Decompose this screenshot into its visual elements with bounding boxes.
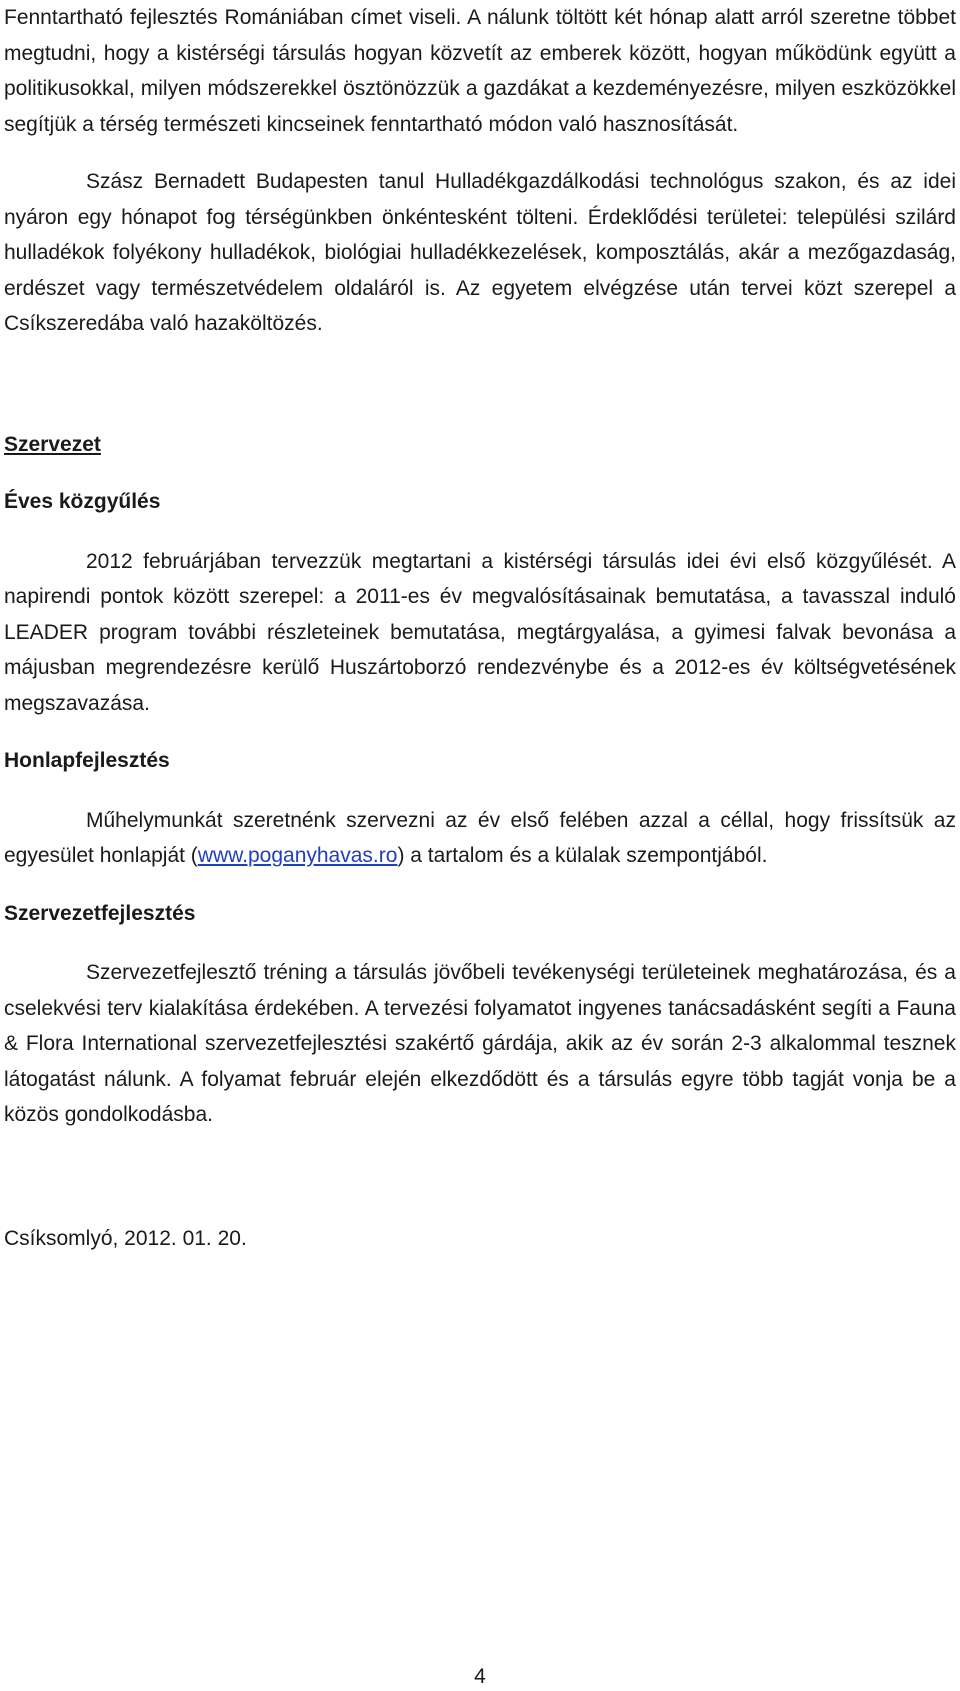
- intro-line-4: kezdeményezésre, milyen eszközökkel segítjük a térség természeti kincseinek fenntartható: [4, 77, 956, 136]
- org-development-heading: Szervezetfejlesztés: [4, 901, 196, 925]
- intro-paragraph: [4, 0, 956, 142]
- intro-line-3: hogyan működünk együtt a politikusokkal, milyen módszerekkel ösztönözzük a gazdákat a: [4, 41, 956, 100]
- volunteer-paragraph: Szász Bernadett Budapesten tanul Hulladékgazdálkodási technológus szakon, és az idei nyáron egy hónapot fog térségünkben önkéntesként tölteni. Érdeklődési területei: települési szilárd hulladékok folyékony hulladékok, biológiai hulladékkezelések, komposztálás, akár a mezőgazdaság, erdészet vagy természetvédelem oldaláról is. Az egyetem elvégzése után tervei közt szerepel a Csíkszeredába való hazaköltözés.: [4, 170, 956, 335]
- website-text-before: Műhelymunkát szeretnénk szervezni az év első felében azzal a céllal, hogy frissítsük az egyesület honlapját (: [4, 808, 956, 867]
- org-development-paragraph: Szervezetfejlesztő tréning a társulás jövőbeli tevékenységi területeinek meghatározása, és a cselekvési terv kialakítása érdekében. A tervezési folyamatot ingyenes tanácsadásként segíti a Fauna & Flora International szervezetfejlesztési szakértő gárdája, akik az év során 2-3 alkalommal tesznek látogatást nálunk. A folyamat február elején elkezdődött és a társulás egyre több tagját vonja be a közös gondolkodásba.: [4, 961, 956, 1126]
- place-date: Csíksomlyó, 2012. 01. 20.: [4, 1226, 247, 1250]
- annual-meeting-paragraph: 2012 februárjában tervezzük megtartani a kistérségi társulás idei évi első közgyűlését. A napirendi pontok között szerepel: a 2011-es év megvalósításainak bemutatása, a tavasszal induló LEADER program további részleteinek bemutatása, megtárgyalása, a gyimesi falvak bevonása a májusban megrendezésre kerülő Huszártoborzó rendezvénybe és a 2012-es év költségvetésének megszavazása.: [4, 549, 956, 715]
- document-page: [4, 0, 956, 1256]
- intro-line-1: Fenntartható fejlesztés Romániában címet viseli. A nálunk töltött két hónap alatt arról: [4, 6, 804, 29]
- annual-meeting-heading: Éves közgyűlés: [4, 490, 161, 513]
- intro-line-2: szeretne többet megtudni, hogy a kistérségi társulás hogyan közvetít az emberek között,: [4, 6, 956, 65]
- page-number: 4: [474, 1665, 486, 1688]
- section-title: Szervezet: [4, 432, 101, 456]
- intro-line-5: módon való hasznosítását.: [488, 112, 739, 136]
- website-text-after: ) a tartalom és a külalak szempontjából.: [397, 844, 768, 867]
- website-heading: Honlapfejlesztés: [4, 749, 170, 772]
- website-link[interactable]: www.poganyhavas.ro: [197, 844, 398, 867]
- website-paragraph: [4, 803, 956, 874]
